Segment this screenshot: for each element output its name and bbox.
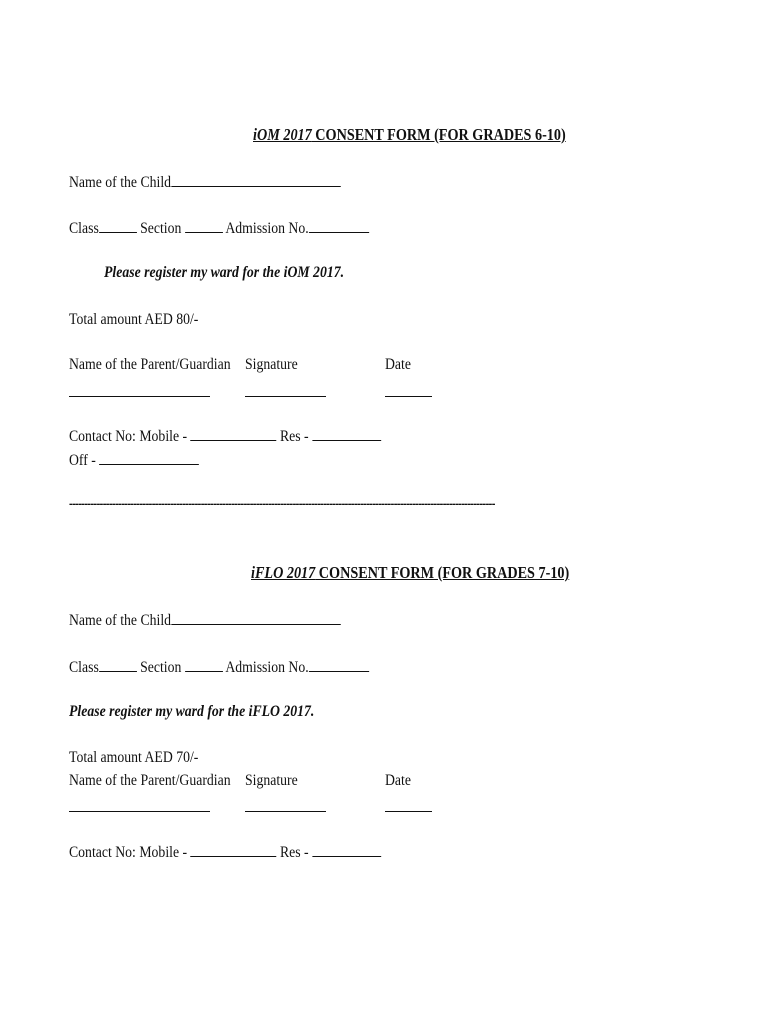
iom-child-name-label: Name of the Child bbox=[69, 174, 172, 191]
iom-child-name-row bbox=[69, 171, 340, 193]
iflo-register-text: Please register my ward for the iFLO 2017. bbox=[69, 703, 315, 720]
iom-res-label: Res - bbox=[279, 428, 309, 445]
iflo-res-label: Res - bbox=[279, 844, 309, 861]
iflo-parent-field[interactable] bbox=[69, 811, 210, 812]
iom-signature-label: Signature bbox=[245, 356, 298, 373]
iflo-total-amount: Total amount AED 70/- bbox=[69, 749, 199, 766]
iflo-signature-label: Signature bbox=[245, 772, 298, 789]
iflo-admission-field[interactable] bbox=[309, 656, 369, 672]
iom-off-label: Off - bbox=[69, 452, 96, 469]
iom-admission-field[interactable] bbox=[309, 217, 369, 233]
iom-res-field[interactable] bbox=[312, 425, 381, 441]
iom-off-row bbox=[69, 449, 199, 471]
iom-admission-label: Admission No. bbox=[225, 220, 309, 237]
iom-title-italic: iOM 2017 bbox=[253, 125, 312, 144]
cut-line-divider: ------------------------------------------------------------------------------------------------------------------------------------------- bbox=[69, 498, 495, 510]
iflo-contact-row bbox=[69, 841, 381, 863]
iom-date-field[interactable] bbox=[385, 396, 432, 397]
iflo-parent-label: Name of the Parent/Guardian bbox=[69, 772, 231, 789]
iflo-date-label: Date bbox=[385, 772, 411, 789]
iflo-title-italic: iFLO 2017 bbox=[251, 563, 316, 582]
iom-form-title bbox=[253, 125, 566, 145]
iflo-title-rest: CONSENT FORM (FOR GRADES 7-10) bbox=[315, 563, 570, 582]
iom-off-field[interactable] bbox=[99, 449, 199, 465]
iflo-admission-label: Admission No. bbox=[225, 659, 309, 676]
iom-contact-row bbox=[69, 425, 381, 447]
iom-class-label: Class bbox=[69, 220, 99, 237]
iom-class-row bbox=[69, 217, 369, 239]
iom-parent-field[interactable] bbox=[69, 396, 210, 397]
iom-mobile-label: Contact No: Mobile - bbox=[69, 428, 188, 445]
iflo-class-field[interactable] bbox=[99, 656, 137, 672]
iom-title-rest: CONSENT FORM (FOR GRADES 6-10) bbox=[311, 125, 566, 144]
iom-total-amount: Total amount AED 80/- bbox=[69, 311, 199, 328]
iflo-child-name-field[interactable] bbox=[171, 609, 340, 625]
iom-child-name-field[interactable] bbox=[171, 171, 340, 187]
iflo-date-field[interactable] bbox=[385, 811, 432, 812]
iom-mobile-field[interactable] bbox=[191, 425, 277, 441]
iom-class-field[interactable] bbox=[99, 217, 137, 233]
iflo-res-field[interactable] bbox=[312, 841, 381, 857]
iom-parent-label: Name of the Parent/Guardian bbox=[69, 356, 231, 373]
iflo-section-field[interactable] bbox=[185, 656, 223, 672]
iflo-mobile-label: Contact No: Mobile - bbox=[69, 844, 188, 861]
iflo-form-title bbox=[251, 563, 569, 583]
iflo-signature-field[interactable] bbox=[245, 811, 326, 812]
iflo-mobile-field[interactable] bbox=[191, 841, 277, 857]
iflo-child-name-row bbox=[69, 609, 340, 631]
iflo-section-label: Section bbox=[140, 659, 182, 676]
iom-register-text: Please register my ward for the iOM 2017. bbox=[104, 264, 345, 281]
iom-date-label: Date bbox=[385, 356, 411, 373]
iom-section-label: Section bbox=[140, 220, 182, 237]
iflo-class-label: Class bbox=[69, 659, 99, 676]
iom-section-field[interactable] bbox=[185, 217, 223, 233]
iflo-class-row bbox=[69, 656, 369, 678]
iom-signature-field[interactable] bbox=[245, 396, 326, 397]
iflo-child-name-label: Name of the Child bbox=[69, 612, 172, 629]
